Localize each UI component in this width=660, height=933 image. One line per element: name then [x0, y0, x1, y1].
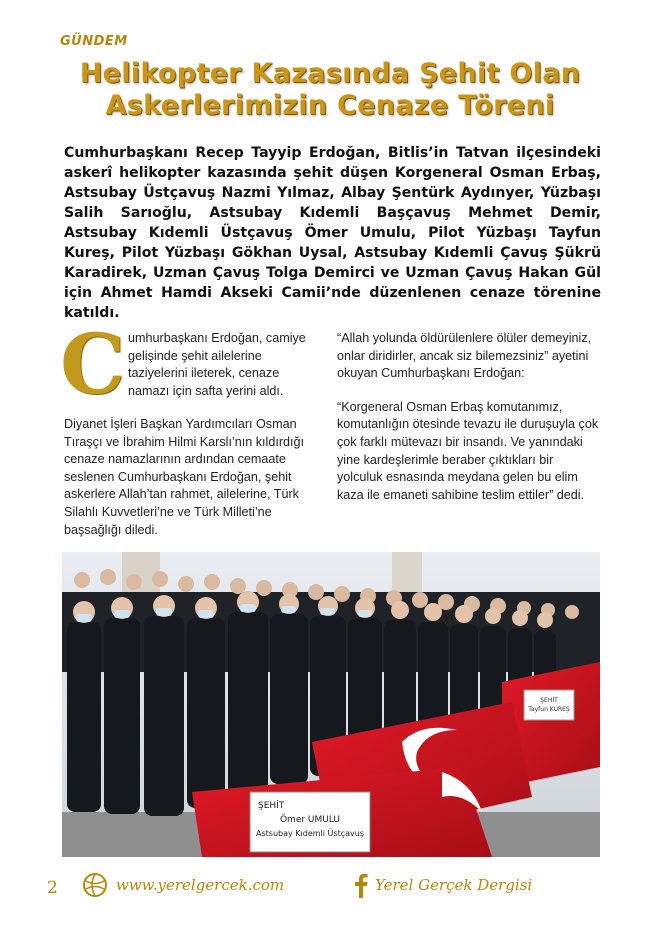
lead-paragraph: Cumhurbaşkanı Recep Tayyip Erdoğan, Bitlis’in Tatvan ilçesindeki askerî helikopter kazasında şehit düşen Korgeneral Osman Erbaş, Astsubay Üstçavuş Nazmi Yılmaz, Albay Şentürk Aydınyer, Yüzbaşı Salih Sarıoğlu, Astsubay Kıdemli Başçavuş Mehmet Demir, Astsubay Kıdemli Üstçavuş Ömer Umulu, Pilot Yüzbaşı Tayfun Kureş, Pilot Yüzbaşı Gökhan Uysal, Astsubay Kıdemli Çavuş Şükrü Karadirek, Uzman Çavuş Tolga Demirci ve Uzman Çavuş Hakan Gül için Ahmet Hamdi Akseki Camii’nde düzenlenen cenaze törenine katıldı. [64, 145, 601, 321]
body-paragraph: “Allah yolunda öldürülenlere ölüler demeyiniz, onlar diridirler, ancak siz bilemezsiniz” ayetini okuyan Cumhurbaşkanı Erdoğan: [337, 331, 592, 381]
dropcap-paragraph [60, 317, 310, 413]
body-paragraph: umhurbaşkanı Erdoğan, camiye gelişinde şehit ailelerine taziyelerini ileterek, cenaze namazı için safta yerini aldı. [128, 331, 306, 398]
coffin-label-line-3: Astsubay Kıdemli Üstçavuş [256, 829, 364, 838]
headline-line-2: Askerlerimizin Cenaze Töreni [105, 90, 555, 121]
body-column-right [337, 330, 601, 520]
headline-line-1: Helikopter Kazasında Şehit Olan [79, 58, 581, 89]
coffin-label-line-2: Ömer UMULU [279, 815, 341, 825]
funeral-photo [62, 552, 600, 857]
website-link[interactable]: www.yerelgercek.com [116, 876, 285, 894]
facebook-icon [353, 872, 369, 898]
coffin2-label-line-2: Tayfun KUREŞ [528, 706, 570, 713]
funeral-photo-illustration [62, 552, 600, 857]
body-column-left [60, 317, 310, 555]
page-number: 2 [47, 878, 58, 898]
coffin2-label-line-1: ŞEHİT [540, 697, 558, 704]
magazine-name: Yerel Gerçek Dergisi [375, 876, 533, 894]
section-label: GÜNDEM [60, 34, 128, 49]
body-paragraph: Diyanet İşleri Başkan Yardımcıları Osman Tıraşçı ve İbrahim Hilmi Karslı’nın kıldırdığı cenaze namazlarının ardından cemaate seslenen Cumhurbaşkanı Erdoğan, şehit askerlere Allah’tan rahmet, ailelerine, Türk Silahlı Kuvvetleri’ne ve Türk Milleti’ne başsağlığı diledi. [64, 417, 305, 537]
page-title [40, 58, 620, 122]
body-paragraph: “Korgeneral Osman Erbaş komutanımız, komutanlığın ötesinde tevazu ile duruşuyla çok çok farklı mütevazı bir insandı. Ve yanındaki yine kardeşlerimle beraber çıktıkları bir yolculuk esnasında meydana gelen bu elim kaza ile emaneti sahibine teslim ettiler” dedi. [337, 399, 599, 502]
coffin-label-line-1: ŞEHİT [258, 801, 285, 811]
dropcap-letter: C [60, 317, 126, 413]
globe-icon [82, 872, 108, 898]
